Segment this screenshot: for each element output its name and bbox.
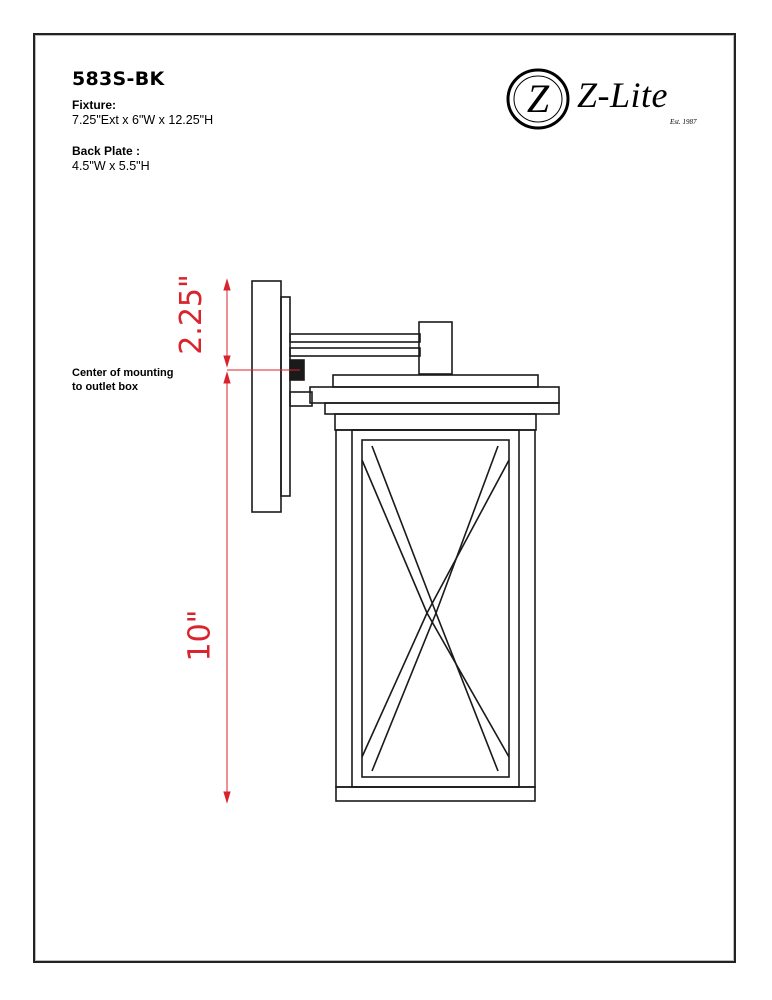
arm-lower [290,348,420,356]
lantern-frame [336,430,535,787]
cross-bar [372,446,436,613]
top-cap-band [335,414,536,430]
lantern-inner-frame [352,430,519,787]
mount-note-line1: Center of mounting [72,367,174,379]
mount-note-line2: to outlet box [72,381,138,393]
backplate-dimensions: 4.5"W x 5.5"H [72,159,150,173]
lantern-glass [362,440,509,777]
top-cap-lower [325,403,559,414]
arm-knuckle [419,322,452,374]
back-plate-rim [281,297,290,496]
fixture-dimensions: 7.25"Ext x 6"W x 12.25"H [72,113,214,127]
dimension-label-bottom: 10" [182,609,218,662]
monogram-letter: Z [526,76,550,121]
backplate-label: Back Plate : [72,144,141,158]
top-cap-roof [310,387,559,403]
top-cap-upper [333,375,538,387]
fixture-label: Fixture: [72,98,117,112]
model-number: 583S-BK [72,68,165,90]
dimension-label-top: 2.25" [173,274,209,355]
lantern-base [336,787,535,801]
arm-upper [290,334,420,342]
arm-mount [290,392,312,406]
brand-established: Est. 1987 [670,118,697,126]
back-plate [252,281,281,512]
brand-name: Z-Lite [577,75,669,115]
